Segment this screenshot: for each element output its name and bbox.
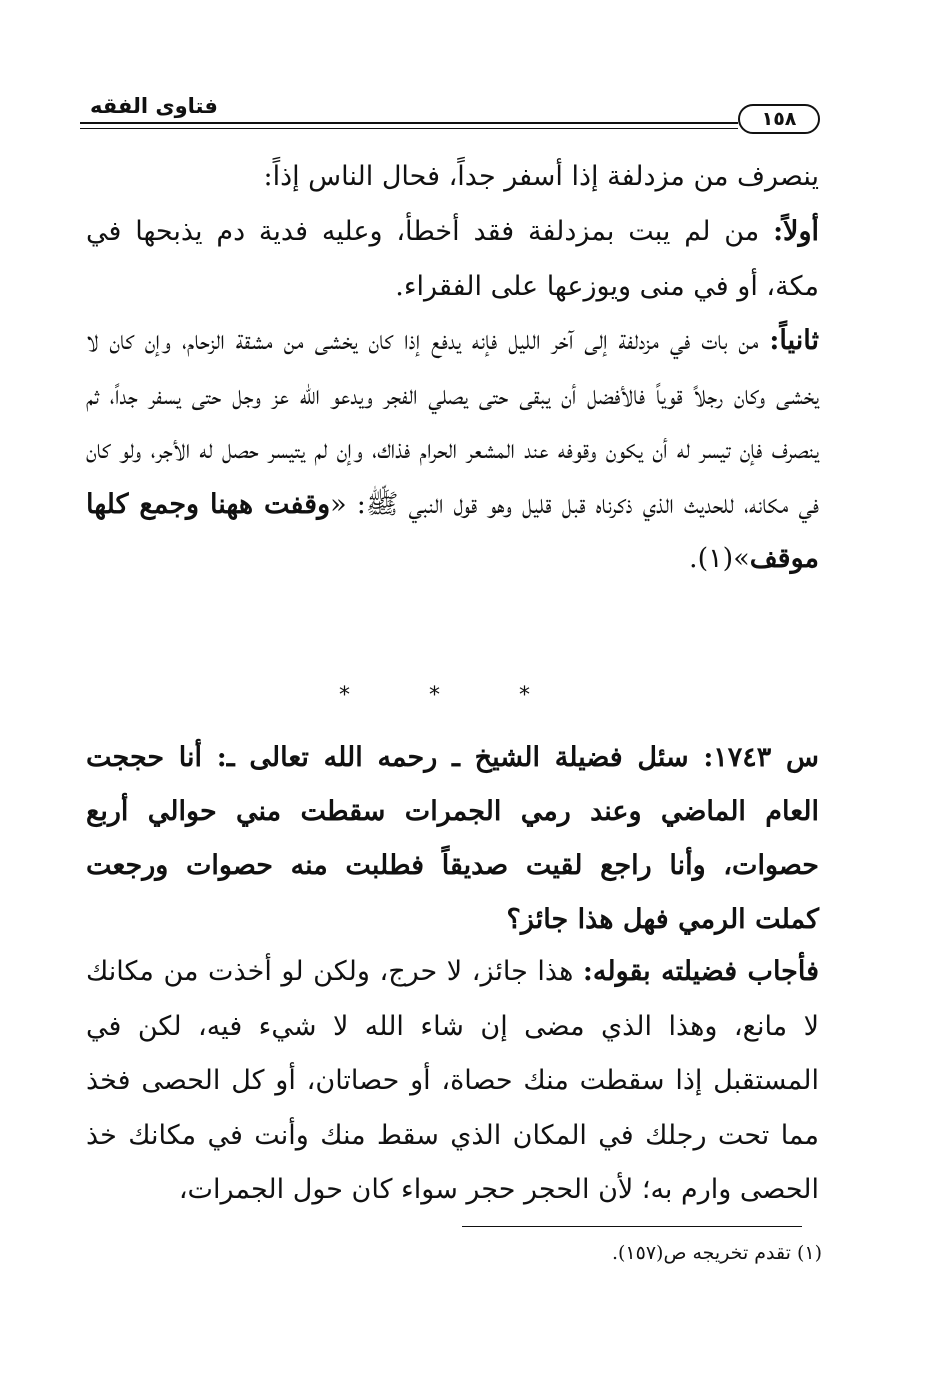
answer-text: هذا جائز، لا حرج، ولكن لو أخذت من مكانك لا مانع، وهذا الذي مضى إن شاء الله لا شيء فيه، لكن في المستقبل إذا سقطت منك حصاة، أو حصاتان، أو كل الحصى فخذ مما تحت رجلك في المكان الذي سقط منك وأنت في مكانك خذ الحصى وارم به؛ لأن الحجر حجر سواء كان حول الجمرات، xyxy=(86,956,819,1205)
book-title: فتاوى الفقه xyxy=(90,94,218,118)
answer-paragraph xyxy=(86,945,819,1218)
question-paragraph: س ١٧٤٣: سئل فضيلة الشيخ ـ رحمه الله تعالى ـ: أنا حججت العام الماضي وعند رمي الجمرات سقطت مني حوالي أربع حصوات، وأنا راجع لقيت صديقاً فطلبت منه حصوات ورجعت كملت الرمي فهل هذا جائز؟ xyxy=(86,742,819,935)
page-header xyxy=(80,86,820,136)
answer-lead: فأجاب فضيلته بقوله: xyxy=(582,956,819,987)
first-text: من لم يبت بمزدلفة فقد أخطأ، وعليه فدية دم يذبحها في مكة، أو في منى ويوزعها على الفقراء. xyxy=(86,216,819,302)
paragraph-second xyxy=(86,314,819,587)
footnote-rule xyxy=(462,1226,802,1227)
section-separator: * * * xyxy=(339,683,566,708)
second-end: »(١). xyxy=(689,543,750,574)
hadith-quote: وقفت ههنا وجمع كلها موقف xyxy=(86,488,819,574)
first-lead: أولاً: xyxy=(773,216,819,247)
paragraph-intro: ينصرف من مزدلفة إذا أسفر جداً، فحال الناس إذاً: xyxy=(263,161,819,192)
footnote: (١) تقدم تخريجه ص(١٥٧). xyxy=(611,1242,822,1264)
header-rule xyxy=(80,122,738,129)
second-lead: ثانياً: xyxy=(769,325,819,356)
paragraph-first xyxy=(86,205,819,314)
second-text: من بات في مزدلفة إلى آخر الليل فإنه يدفع إذا كان يخشى من مشقة الزحام، وإن كان لا يخشى وكان رجلاً قوياً فالأفضل أن يبقى حتى يصلي الفجر ويدعو الله عز وجل حتى يسفر جداً، ثم ينصرف فإن تيسر له أن يكون وقوفه عند المشعر الحرام فذاك، وإن لم يتيسر حصل له الأجر، ولو كان في مكانه، للحديث الذي ذكرناه قبل قليل وهو قول النبي ﷺ: « xyxy=(86,325,820,520)
page-number-badge: ١٥٨ xyxy=(738,104,820,134)
